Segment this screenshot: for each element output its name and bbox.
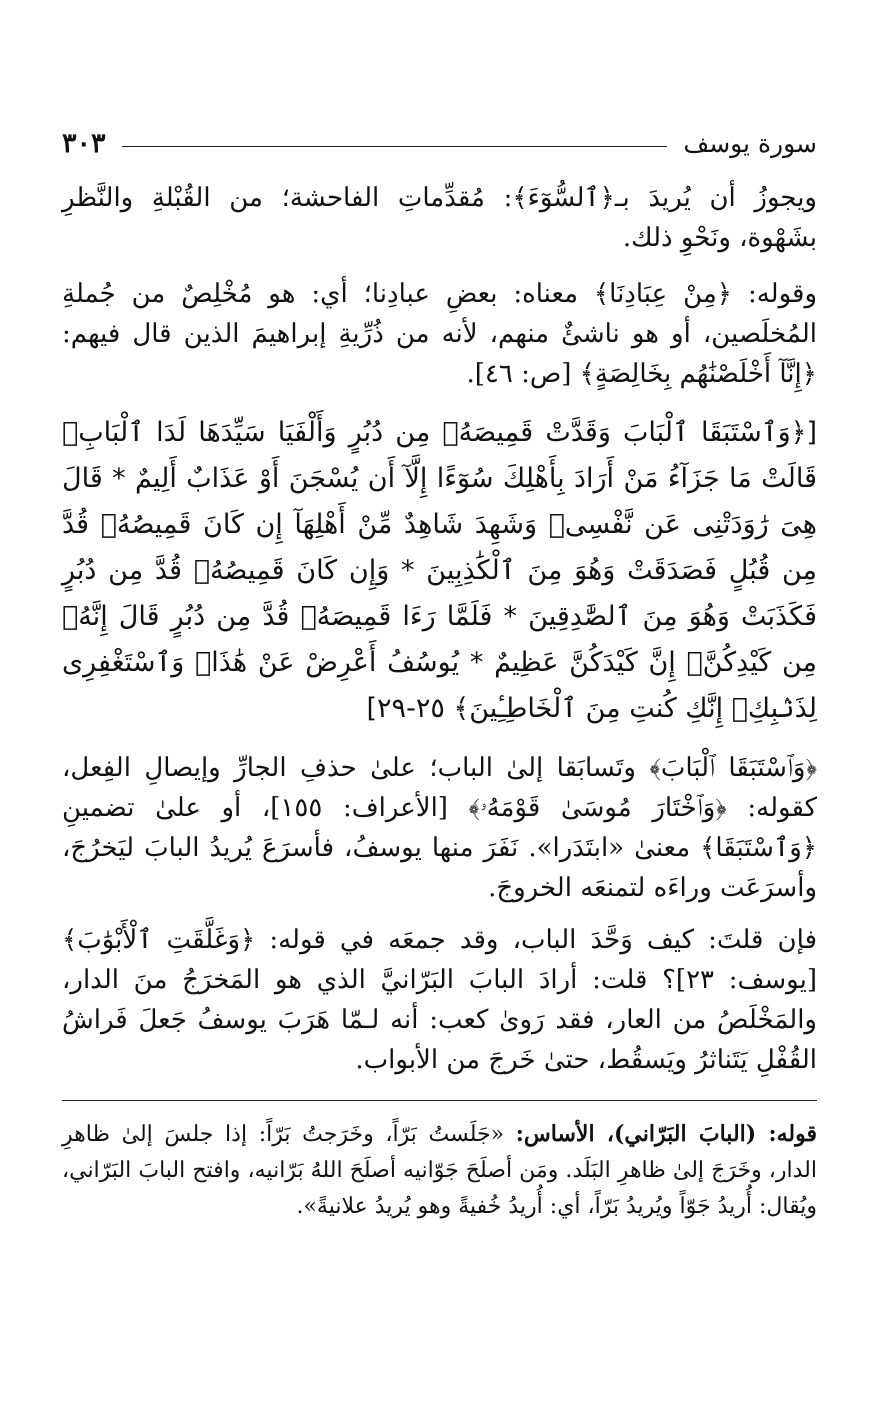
paragraph-5: فإن قلتَ: كيف وَحَّدَ الباب، وقد جمعَه في قوله: ﴿وَغَلَّقَتِ ٱلْأَبْوَٰبَ﴾ [يوسف: ٢٣]؟ قلت: أرادَ البابَ البَرّانيَّ الذي هو المَخرَجُ منَ الدار، والمَخْلَصُ من العار، فقد رَوىٰ كعب: أنه لـمّا هَرَبَ يوسفُ جَعلَ فَراشُ القُفْلِ يَتَناثرُ ويَسقُط، حتىٰ خَرجَ من الأبواب. — [62, 925, 817, 1075]
header-rule — [122, 146, 668, 147]
footnote-lead: قوله: (البابَ البَرّاني)، الأساس: — [515, 1121, 817, 1147]
footnote-text: «جَلَستُ بَرّاً، وخَرَجتُ بَرّاً: إذا جلسَ إلىٰ ظاهرِ الدار، وخَرَجَ إلىٰ ظاهرِ البَلَد. ومَن أصلَحَ جَوّانيه أصلَحَ اللهُ بَرّانيه، وافتح البابَ البَرّاني، ويُقال: أُريدُ جَوّاً ويُريدُ بَرّاً، أي: أُريدُ خُفيةً وهو يُريدُ علانيةً». — [62, 1122, 817, 1219]
paragraph-1: ويجوزُ أن يُريدَ بـ﴿ٱلسُّوٓءَ﴾: مُقدِّماتِ الفاحشة؛ من القُبْلةِ والنَّظرِ بشَهْوة، ونَحْوِ ذلك. — [62, 183, 817, 253]
main-text — [62, 178, 817, 1080]
paragraph-2: وقوله: ﴿مِنْ عِبَادِنَا﴾ معناه: بعضِ عبادِنا؛ أي: هو مُخْلِصٌ من جُملةِ المُخلَصين، أو هو ناشئٌ منهم، لأنه من ذُرِّيةِ إبراهيمَ الذين قال فيهم: ﴿إِنَّآ أَخْلَصْنَٰهُم بِخَالِصَةٍ﴾ [ص: ٤٦]. — [62, 279, 817, 389]
page-number: ٣٠٣ — [62, 127, 106, 159]
paragraph-4: ﴿وَٱسْتَبَقَا ٱلْبَابَ﴾ وتَسابَقا إلىٰ الباب؛ علىٰ حذفِ الجارِّ وإيصالِ الفِعل، كقوله: ﴿وَٱخْتَارَ مُوسَىٰ قَوْمَهُۥ﴾ [الأعراف: ١٥٥]، أو علىٰ تضمينِ ﴿وَٱسْتَبَقَا﴾ معنىٰ «ابتَدَرا». نَفَرَ منها يوسفُ، فأسرَعَ يُريدُ البابَ ليَخرُجَ، وأسرَعَت وراءَه لتمنعَه الخروجَ. — [62, 753, 817, 903]
footnote — [62, 1116, 817, 1225]
page-header — [62, 118, 817, 168]
quran-verses: [﴿وَٱسْتَبَقَا ٱلْبَابَ وَقَدَّتْ قَمِيصَهُۥ مِن دُبُرٍ وَأَلْفَيَا سَيِّدَهَا لَدَا ٱلْبَابِۚ قَالَتْ مَا جَزَآءُ مَنْ أَرَادَ بِأَهْلِكَ سُوٓءًا إِلَّآ أَن يُسْجَنَ أَوْ عَذَابٌ أَلِيمٌ * قَالَ هِىَ رَٰوَدَتْنِى عَن نَّفْسِىۚ وَشَهِدَ شَاهِدٌ مِّنْ أَهْلِهَآ إِن كَانَ قَمِيصُهُۥ قُدَّ مِن قُبُلٍ فَصَدَقَتْ وَهُوَ مِنَ ٱلْكَٰذِبِينَ * وَإِن كَانَ قَمِيصُهُۥ قُدَّ مِن دُبُرٍ فَكَذَبَتْ وَهُوَ مِنَ ٱلصَّٰدِقِينَ * فَلَمَّا رَءَا قَمِيصَهُۥ قُدَّ مِن دُبُرٍ قَالَ إِنَّهُۥ مِن كَيْدِكُنَّۖ إِنَّ كَيْدَكُنَّ عَظِيمٌ * يُوسُفُ أَعْرِضْ عَنْ هَٰذَاۚ وَٱسْتَغْفِرِى لِذَنۢبِكِۖ إِنَّكِ كُنتِ مِنَ ٱلْخَاطِـِٔينَ﴾ ٢٥-٢٩] — [62, 417, 817, 724]
footnote-rule — [62, 1100, 817, 1101]
surah-title: سورة يوسف — [683, 128, 817, 158]
